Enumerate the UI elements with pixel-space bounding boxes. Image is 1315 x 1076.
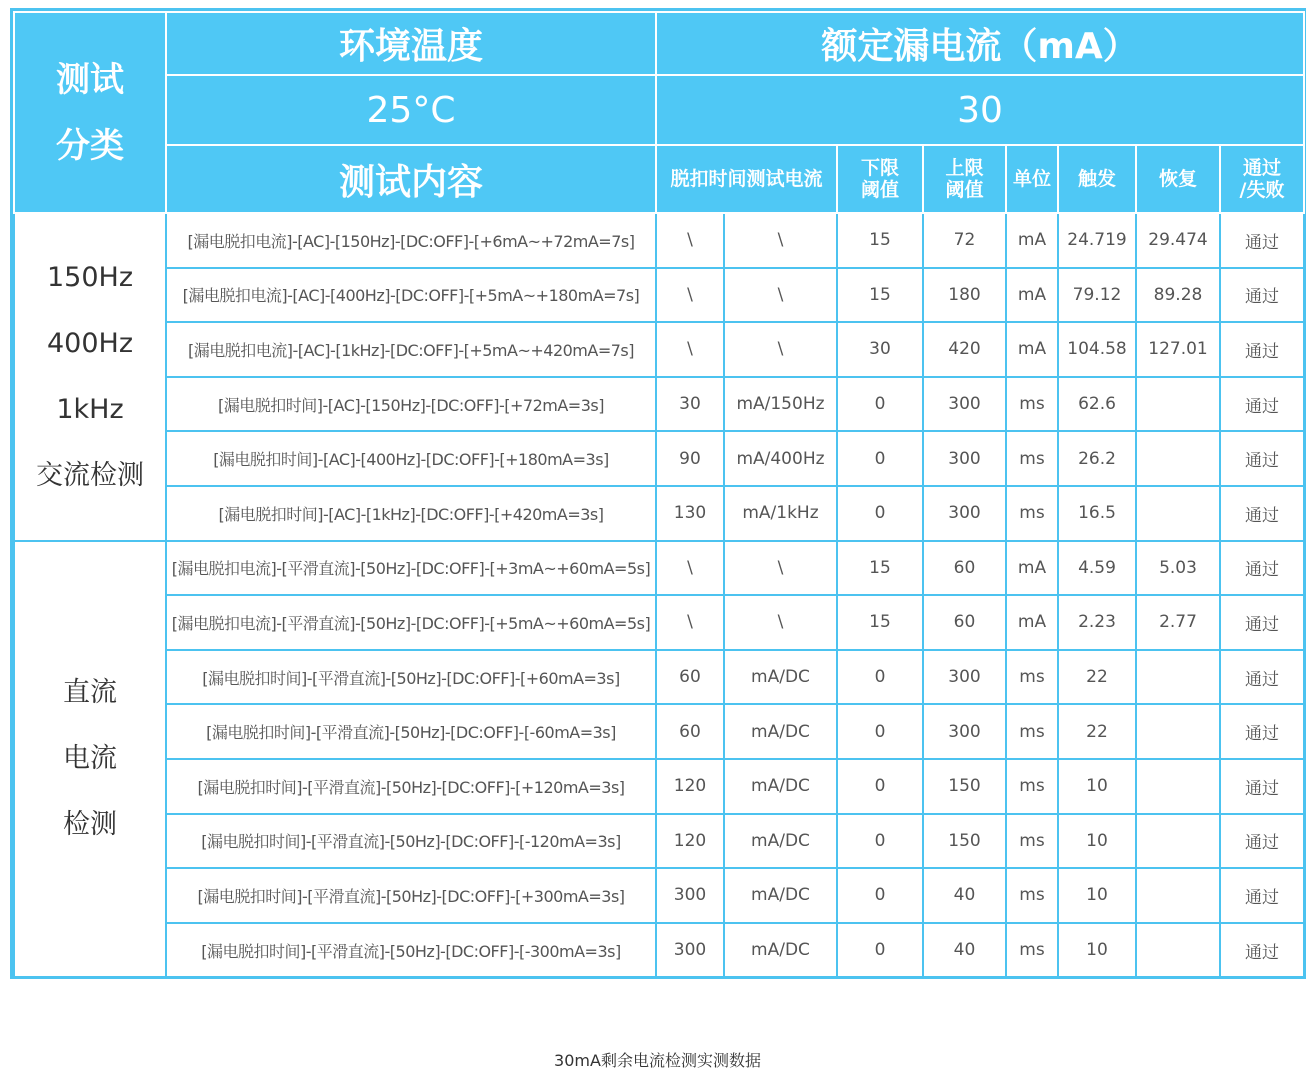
test-description: [漏电脱扣电流]-[平滑直流]-[50Hz]-[DC:OFF]-[+3mA~+60mA=5s] xyxy=(166,541,656,596)
table-row xyxy=(14,486,1304,541)
recover-value xyxy=(1136,759,1220,814)
upper-threshold: 300 xyxy=(923,650,1006,705)
upper-threshold: 300 xyxy=(923,704,1006,759)
test-current: 60 xyxy=(656,650,724,705)
recover-value xyxy=(1136,431,1220,486)
recover-value xyxy=(1136,486,1220,541)
table-row xyxy=(14,923,1304,978)
table-row xyxy=(14,650,1304,705)
test-description: [漏电脱扣电流]-[AC]-[400Hz]-[DC:OFF]-[+5mA~+180mA=7s] xyxy=(166,268,656,323)
test-current-unit: mA/400Hz xyxy=(724,431,837,486)
table-row xyxy=(14,431,1304,486)
lower-threshold: 0 xyxy=(837,486,923,541)
col-lower-line-2: 阈值 xyxy=(860,179,899,201)
group-line: 直流 xyxy=(63,676,117,708)
trip-value: 22 xyxy=(1058,650,1136,705)
test-current: 130 xyxy=(656,486,724,541)
lower-threshold: 0 xyxy=(837,868,923,923)
upper-threshold: 150 xyxy=(923,759,1006,814)
result: 通过 xyxy=(1220,322,1304,377)
col-result-line-2: /失败 xyxy=(1239,179,1285,201)
test-current-unit: \ xyxy=(724,322,837,377)
test-current: 120 xyxy=(656,814,724,869)
test-current-unit: mA/DC xyxy=(724,814,837,869)
col-test-current: 脱扣时间测试电流 xyxy=(656,145,837,213)
test-description: [漏电脱扣电流]-[AC]-[1kHz]-[DC:OFF]-[+5mA~+420mA=7s] xyxy=(166,322,656,377)
test-current: 120 xyxy=(656,759,724,814)
upper-threshold: 72 xyxy=(923,213,1006,268)
table-row xyxy=(14,814,1304,869)
test-current-unit: mA/DC xyxy=(724,923,837,978)
unit: ms xyxy=(1006,486,1058,541)
test-current-unit: \ xyxy=(724,541,837,596)
lower-threshold: 0 xyxy=(837,814,923,869)
group-line: 150Hz xyxy=(46,261,133,293)
lower-threshold: 0 xyxy=(837,431,923,486)
col-trip: 触发 xyxy=(1058,145,1136,213)
unit: mA xyxy=(1006,541,1058,596)
test-current: \ xyxy=(656,322,724,377)
group-line: 交流检测 xyxy=(36,459,144,491)
unit: mA xyxy=(1006,595,1058,650)
test-current-unit: mA/1kHz xyxy=(724,486,837,541)
group-line: 1kHz xyxy=(56,393,124,425)
group-ac-detection xyxy=(14,213,166,541)
trip-value: 22 xyxy=(1058,704,1136,759)
trip-value: 10 xyxy=(1058,923,1136,978)
result: 通过 xyxy=(1220,595,1304,650)
category-line-1: 测试 xyxy=(56,59,124,100)
upper-threshold: 40 xyxy=(923,923,1006,978)
test-description: [漏电脱扣时间]-[AC]-[400Hz]-[DC:OFF]-[+180mA=3s] xyxy=(166,431,656,486)
test-current: \ xyxy=(656,595,724,650)
test-current: 30 xyxy=(656,377,724,432)
upper-threshold: 40 xyxy=(923,868,1006,923)
col-recover: 恢复 xyxy=(1136,145,1220,213)
trip-value: 104.58 xyxy=(1058,322,1136,377)
upper-threshold: 60 xyxy=(923,595,1006,650)
unit: ms xyxy=(1006,923,1058,978)
test-description: [漏电脱扣时间]-[AC]-[1kHz]-[DC:OFF]-[+420mA=3s] xyxy=(166,486,656,541)
recover-value: 5.03 xyxy=(1136,541,1220,596)
test-current-unit: mA/DC xyxy=(724,704,837,759)
group-dc-detection xyxy=(14,541,166,978)
table-row xyxy=(14,759,1304,814)
table-row xyxy=(14,704,1304,759)
result: 通过 xyxy=(1220,704,1304,759)
result: 通过 xyxy=(1220,650,1304,705)
unit: ms xyxy=(1006,650,1058,705)
test-description: [漏电脱扣时间]-[平滑直流]-[50Hz]-[DC:OFF]-[-300mA=3s] xyxy=(166,923,656,978)
upper-threshold: 300 xyxy=(923,486,1006,541)
lower-threshold: 30 xyxy=(837,322,923,377)
recover-value xyxy=(1136,814,1220,869)
table-row xyxy=(14,595,1304,650)
group-line: 400Hz xyxy=(46,327,133,359)
result: 通过 xyxy=(1220,486,1304,541)
unit: ms xyxy=(1006,814,1058,869)
recover-value: 29.474 xyxy=(1136,213,1220,268)
trip-value: 79.12 xyxy=(1058,268,1136,323)
col-upper-threshold xyxy=(923,145,1006,213)
table-row xyxy=(14,868,1304,923)
recover-value: 89.28 xyxy=(1136,268,1220,323)
test-current-unit: mA/DC xyxy=(724,868,837,923)
lower-threshold: 0 xyxy=(837,377,923,432)
figure-caption: 30mA剩余电流检测实测数据 xyxy=(554,1051,761,1070)
result: 通过 xyxy=(1220,868,1304,923)
col-result xyxy=(1220,145,1304,213)
col-upper-line-1: 上限 xyxy=(945,157,984,179)
test-description: [漏电脱扣时间]-[平滑直流]-[50Hz]-[DC:OFF]-[+60mA=3s] xyxy=(166,650,656,705)
group-line: 电流 xyxy=(63,742,117,774)
result: 通过 xyxy=(1220,377,1304,432)
recover-value xyxy=(1136,377,1220,432)
test-current: \ xyxy=(656,268,724,323)
recover-value xyxy=(1136,704,1220,759)
unit: ms xyxy=(1006,759,1058,814)
col-lower-line-1: 下限 xyxy=(860,157,899,179)
table-row xyxy=(14,322,1304,377)
result: 通过 xyxy=(1220,213,1304,268)
recover-value xyxy=(1136,650,1220,705)
upper-threshold: 60 xyxy=(923,541,1006,596)
test-current-unit: \ xyxy=(724,595,837,650)
data-table xyxy=(13,11,1305,978)
unit: mA xyxy=(1006,268,1058,323)
test-current-unit: \ xyxy=(724,268,837,323)
trip-value: 10 xyxy=(1058,814,1136,869)
upper-threshold: 300 xyxy=(923,431,1006,486)
test-current-unit: \ xyxy=(724,213,837,268)
test-current-unit: mA/DC xyxy=(724,759,837,814)
table-row xyxy=(14,377,1304,432)
rated-current-value: 30 xyxy=(656,75,1304,145)
unit: ms xyxy=(1006,704,1058,759)
test-description: [漏电脱扣时间]-[平滑直流]-[50Hz]-[DC:OFF]-[-120mA=3s] xyxy=(166,814,656,869)
result: 通过 xyxy=(1220,431,1304,486)
test-category-header xyxy=(14,12,166,213)
test-data-table xyxy=(10,8,1306,979)
trip-value: 10 xyxy=(1058,759,1136,814)
trip-value: 10 xyxy=(1058,868,1136,923)
test-current: 60 xyxy=(656,704,724,759)
test-content-label: 测试内容 xyxy=(166,145,656,213)
unit: ms xyxy=(1006,868,1058,923)
test-current: \ xyxy=(656,213,724,268)
lower-threshold: 0 xyxy=(837,759,923,814)
test-current: \ xyxy=(656,541,724,596)
lower-threshold: 15 xyxy=(837,595,923,650)
upper-threshold: 300 xyxy=(923,377,1006,432)
recover-value xyxy=(1136,923,1220,978)
env-temp-label: 环境温度 xyxy=(166,12,656,75)
result: 通过 xyxy=(1220,268,1304,323)
test-current: 90 xyxy=(656,431,724,486)
test-current-unit: mA/150Hz xyxy=(724,377,837,432)
col-unit: 单位 xyxy=(1006,145,1058,213)
category-line-2: 分类 xyxy=(56,125,124,166)
recover-value: 127.01 xyxy=(1136,322,1220,377)
lower-threshold: 15 xyxy=(837,213,923,268)
unit: mA xyxy=(1006,213,1058,268)
upper-threshold: 420 xyxy=(923,322,1006,377)
test-description: [漏电脱扣时间]-[平滑直流]-[50Hz]-[DC:OFF]-[+300mA=3s] xyxy=(166,868,656,923)
trip-value: 16.5 xyxy=(1058,486,1136,541)
trip-value: 24.719 xyxy=(1058,213,1136,268)
table-row xyxy=(14,268,1304,323)
lower-threshold: 0 xyxy=(837,650,923,705)
test-description: [漏电脱扣电流]-[平滑直流]-[50Hz]-[DC:OFF]-[+5mA~+60mA=5s] xyxy=(166,595,656,650)
rated-current-label: 额定漏电流（mA） xyxy=(656,12,1304,75)
trip-value: 26.2 xyxy=(1058,431,1136,486)
unit: mA xyxy=(1006,322,1058,377)
lower-threshold: 15 xyxy=(837,268,923,323)
upper-threshold: 150 xyxy=(923,814,1006,869)
recover-value: 2.77 xyxy=(1136,595,1220,650)
test-description: [漏电脱扣时间]-[AC]-[150Hz]-[DC:OFF]-[+72mA=3s] xyxy=(166,377,656,432)
result: 通过 xyxy=(1220,923,1304,978)
trip-value: 4.59 xyxy=(1058,541,1136,596)
test-current-unit: mA/DC xyxy=(724,650,837,705)
table-row xyxy=(14,213,1304,268)
test-current: 300 xyxy=(656,868,724,923)
test-description: [漏电脱扣时间]-[平滑直流]-[50Hz]-[DC:OFF]-[-60mA=3s] xyxy=(166,704,656,759)
result: 通过 xyxy=(1220,759,1304,814)
group-line: 检测 xyxy=(63,808,117,840)
unit: ms xyxy=(1006,431,1058,486)
lower-threshold: 15 xyxy=(837,541,923,596)
col-upper-line-2: 阈值 xyxy=(945,179,984,201)
col-result-line-1: 通过 xyxy=(1242,157,1281,179)
lower-threshold: 0 xyxy=(837,704,923,759)
test-description: [漏电脱扣时间]-[平滑直流]-[50Hz]-[DC:OFF]-[+120mA=3s] xyxy=(166,759,656,814)
unit: ms xyxy=(1006,377,1058,432)
trip-value: 62.6 xyxy=(1058,377,1136,432)
table-row xyxy=(14,541,1304,596)
recover-value xyxy=(1136,868,1220,923)
trip-value: 2.23 xyxy=(1058,595,1136,650)
col-lower-threshold xyxy=(837,145,923,213)
env-temp-value: 25°C xyxy=(166,75,656,145)
test-description: [漏电脱扣电流]-[AC]-[150Hz]-[DC:OFF]-[+6mA~+72mA=7s] xyxy=(166,213,656,268)
result: 通过 xyxy=(1220,541,1304,596)
upper-threshold: 180 xyxy=(923,268,1006,323)
result: 通过 xyxy=(1220,814,1304,869)
lower-threshold: 0 xyxy=(837,923,923,978)
test-current: 300 xyxy=(656,923,724,978)
